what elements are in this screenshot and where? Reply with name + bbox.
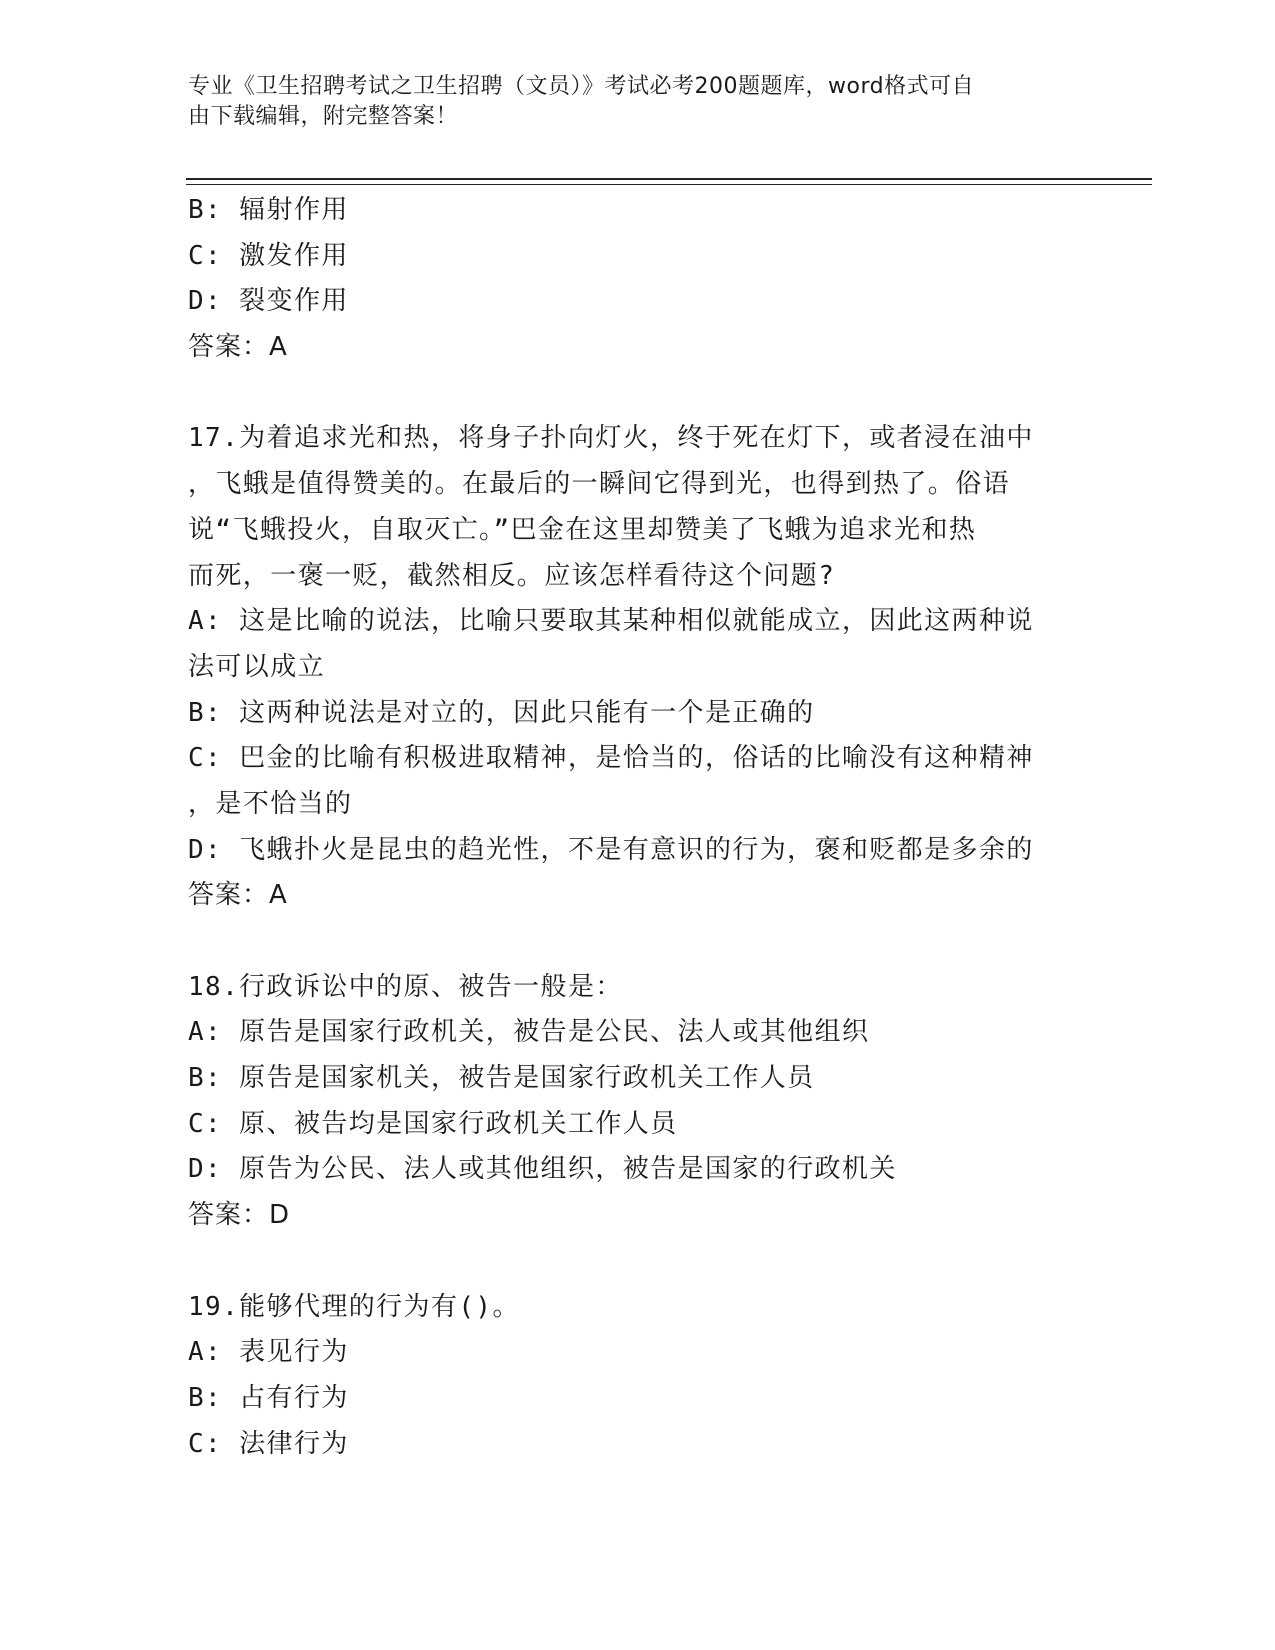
option-b: B: 这两种说法是对立的，因此只能有一个是正确的 xyxy=(188,697,815,728)
question-stem-line: 说“飞蛾投火，自取灭亡。”巴金在这里却赞美了飞蛾为追求光和热 xyxy=(188,514,977,545)
option-b: B: 辐射作用 xyxy=(188,195,349,225)
question-stem-line: 而死，一褒一贬，截然相反。应该怎样看待这个问题? xyxy=(188,560,836,591)
spacer xyxy=(188,1239,1088,1285)
question-17 xyxy=(188,416,1088,919)
option-c-continued: ，是不恰当的 xyxy=(188,788,353,819)
header-line-1: 专业《卫生招聘考试之卫生招聘（文员）》考试必考200题题库，word格式可自 xyxy=(188,74,975,99)
header-line-2: 由下载编辑，附完整答案！ xyxy=(188,104,459,129)
option-c: C: 巴金的比喻有积极进取精神，是恰当的，俗话的比喻没有这种精神 xyxy=(188,743,1034,774)
spacer xyxy=(188,371,1088,417)
option-d: D: 飞蛾扑火是昆虫的趋光性，不是有意识的行为，褒和贬都是多余的 xyxy=(188,834,1034,865)
option-a-continued: 法可以成立 xyxy=(188,651,326,682)
option-b: B: 占有行为 xyxy=(188,1382,349,1413)
header-rule-thick xyxy=(186,178,1152,180)
document-body xyxy=(188,188,1088,1467)
option-c: C: 激发作用 xyxy=(188,240,349,271)
option-b: B: 原告是国家机关，被告是国家行政机关工作人员 xyxy=(188,1063,815,1094)
option-a: A: 表见行为 xyxy=(188,1337,349,1368)
page-header xyxy=(188,72,1068,132)
spacer xyxy=(188,919,1088,965)
answer-line: 答案：A xyxy=(188,332,288,363)
question-stem-line: 18.行政诉讼中的原、被告一般是： xyxy=(188,971,623,1002)
header-rule-thin xyxy=(186,184,1152,185)
question-19 xyxy=(188,1285,1088,1468)
answer-line: 答案：A xyxy=(188,880,288,911)
option-a: A: 这是比喻的说法，比喻只要取其某种相似就能成立，因此这两种说 xyxy=(188,606,1034,637)
option-a: A: 原告是国家行政机关，被告是公民、法人或其他组织 xyxy=(188,1017,870,1048)
question-18 xyxy=(188,965,1088,1239)
prev-question-block xyxy=(188,188,1088,371)
option-c: C: 原、被告均是国家行政机关工作人员 xyxy=(188,1108,678,1139)
answer-line: 答案：D xyxy=(188,1200,291,1231)
option-d: D: 原告为公民、法人或其他组织，被告是国家的行政机关 xyxy=(188,1154,897,1185)
question-stem-line: 19.能够代理的行为有()。 xyxy=(188,1291,520,1322)
question-stem-line: 17.为着追求光和热，将身子扑向灯火，终于死在灯下，或者浸在油中 xyxy=(188,423,1034,454)
option-d: D: 裂变作用 xyxy=(188,286,349,317)
option-c: C: 法律行为 xyxy=(188,1428,349,1459)
question-stem-line: ，飞蛾是值得赞美的。在最后的一瞬间它得到光，也得到热了。俗语 xyxy=(188,469,1011,500)
